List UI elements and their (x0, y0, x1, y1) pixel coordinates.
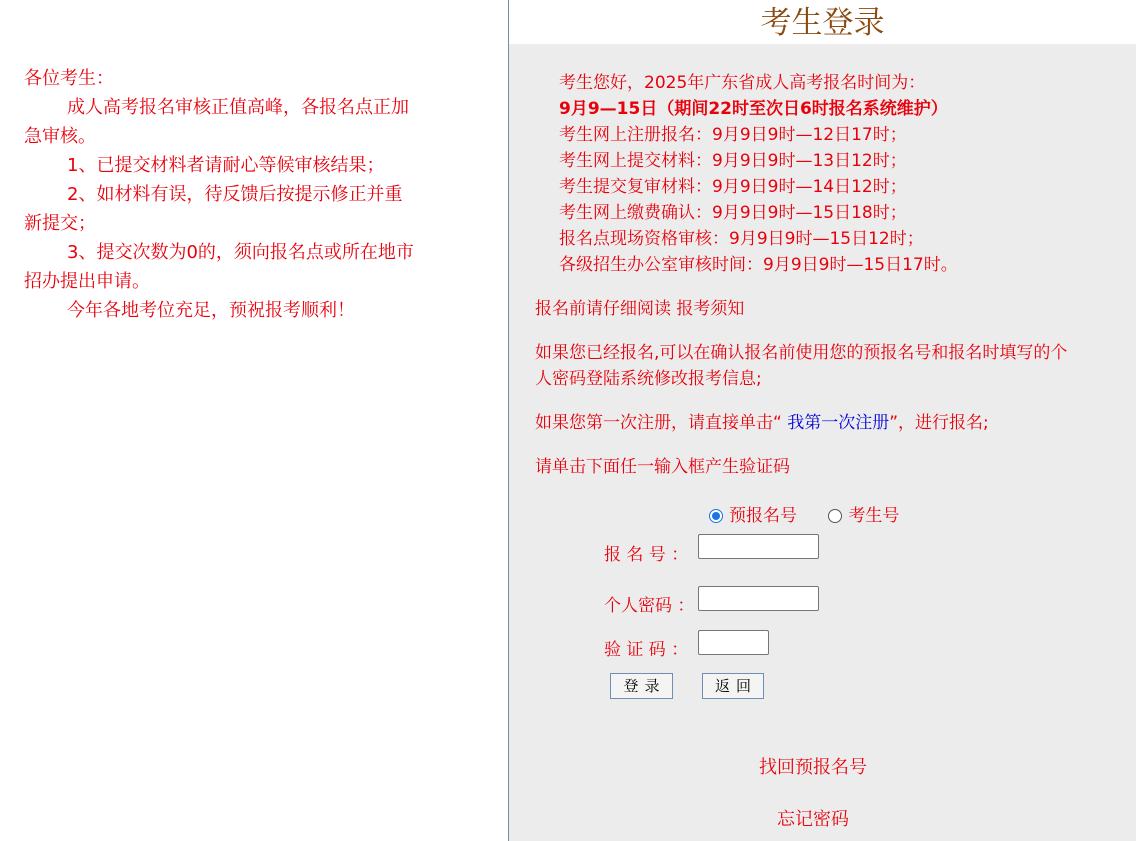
first-time-prefix: 如果您第一次注册，请直接单击“ (535, 413, 788, 433)
password-row (604, 591, 699, 616)
password-label: 个人密码 ： (604, 596, 695, 616)
notice-greeting: 各位考生： (24, 68, 114, 89)
radio-label: 考生号 (848, 506, 900, 526)
password-input[interactable] (698, 586, 819, 611)
first-time-suffix: ”，进行报名; (889, 413, 989, 433)
schedule-item: 考生网上提交材料：9月9日9时—13日12时； (559, 151, 907, 171)
forgot-password-link[interactable]: 忘记密码 (777, 809, 849, 830)
registration-number-label: 报 名 号 ： (604, 545, 689, 565)
notice-paragraph: 3、提交次数为0的，须向报名点或所在地市招办提出申请。 (24, 242, 414, 292)
schedule-item: 考生网上缴费确认：9月9日9时—15日18时； (559, 203, 907, 223)
read-notice-line[interactable] (535, 296, 1075, 322)
login-panel (508, 0, 1136, 841)
page-title: 考生登录 (760, 5, 885, 41)
first-time-hint (535, 410, 1075, 436)
schedule-intro: 考生您好，2025年广东省成人高考报名时间为： (559, 73, 926, 93)
registration-number-input[interactable] (698, 534, 819, 559)
notice-paragraph: 2、如材料有误，待反馈后按提示修正并重新提交； (24, 184, 403, 234)
notice-paragraph: 1、已提交材料者请耐心等候审核结果； (67, 155, 385, 176)
schedule-headline: 9月9—15日（期间22时至次日6时报名系统维护） (559, 99, 948, 119)
read-notice-text[interactable]: 报名前请仔细阅读 报考须知 (535, 299, 745, 319)
notice-paragraph: 成人高考报名审核正值高峰，各报名点正加急审核。 (24, 97, 409, 147)
login-button[interactable]: 登录 (610, 673, 673, 699)
login-panel-header (509, 0, 1136, 44)
schedule-block (559, 70, 1119, 278)
schedule-item: 考生网上注册报名：9月9日9时—12日17时； (559, 125, 907, 145)
back-button[interactable]: 返回 (702, 673, 764, 699)
captcha-label: 验 证 码 ： (604, 640, 689, 660)
recover-number-link[interactable]: 找回预报名号 (759, 757, 867, 778)
schedule-item: 各级招生办公室审核时间：9月9日9时—15日17时。 (559, 255, 958, 275)
captcha-row (604, 635, 699, 660)
radio-candidate-number[interactable] (828, 503, 899, 529)
radio-pre-registration[interactable] (709, 503, 797, 529)
radio-label: 预报名号 (729, 506, 797, 526)
schedule-item: 考生提交复审材料：9月9日9时—14日12时； (559, 177, 907, 197)
registration-number-row (604, 540, 699, 565)
id-type-radio-group (709, 503, 925, 531)
captcha-hint: 请单击下面任一输入框产生验证码 (535, 457, 790, 477)
notice-paragraph: 今年各地考位充足，预祝报考顺利！ (67, 300, 355, 321)
notice-panel (24, 64, 416, 325)
first-registration-link[interactable]: 我第一次注册 (787, 413, 890, 433)
captcha-input[interactable] (698, 630, 769, 655)
radio-checked-icon[interactable] (709, 509, 723, 523)
registered-hint: 如果您已经报名,可以在确认报名前使用您的预报名号和报名时填写的个人密码登陆系统修改报考信息; (535, 343, 1068, 389)
radio-unchecked-icon[interactable] (828, 509, 842, 523)
schedule-item: 报名点现场资格审核：9月9日9时—15日12时； (559, 229, 924, 249)
